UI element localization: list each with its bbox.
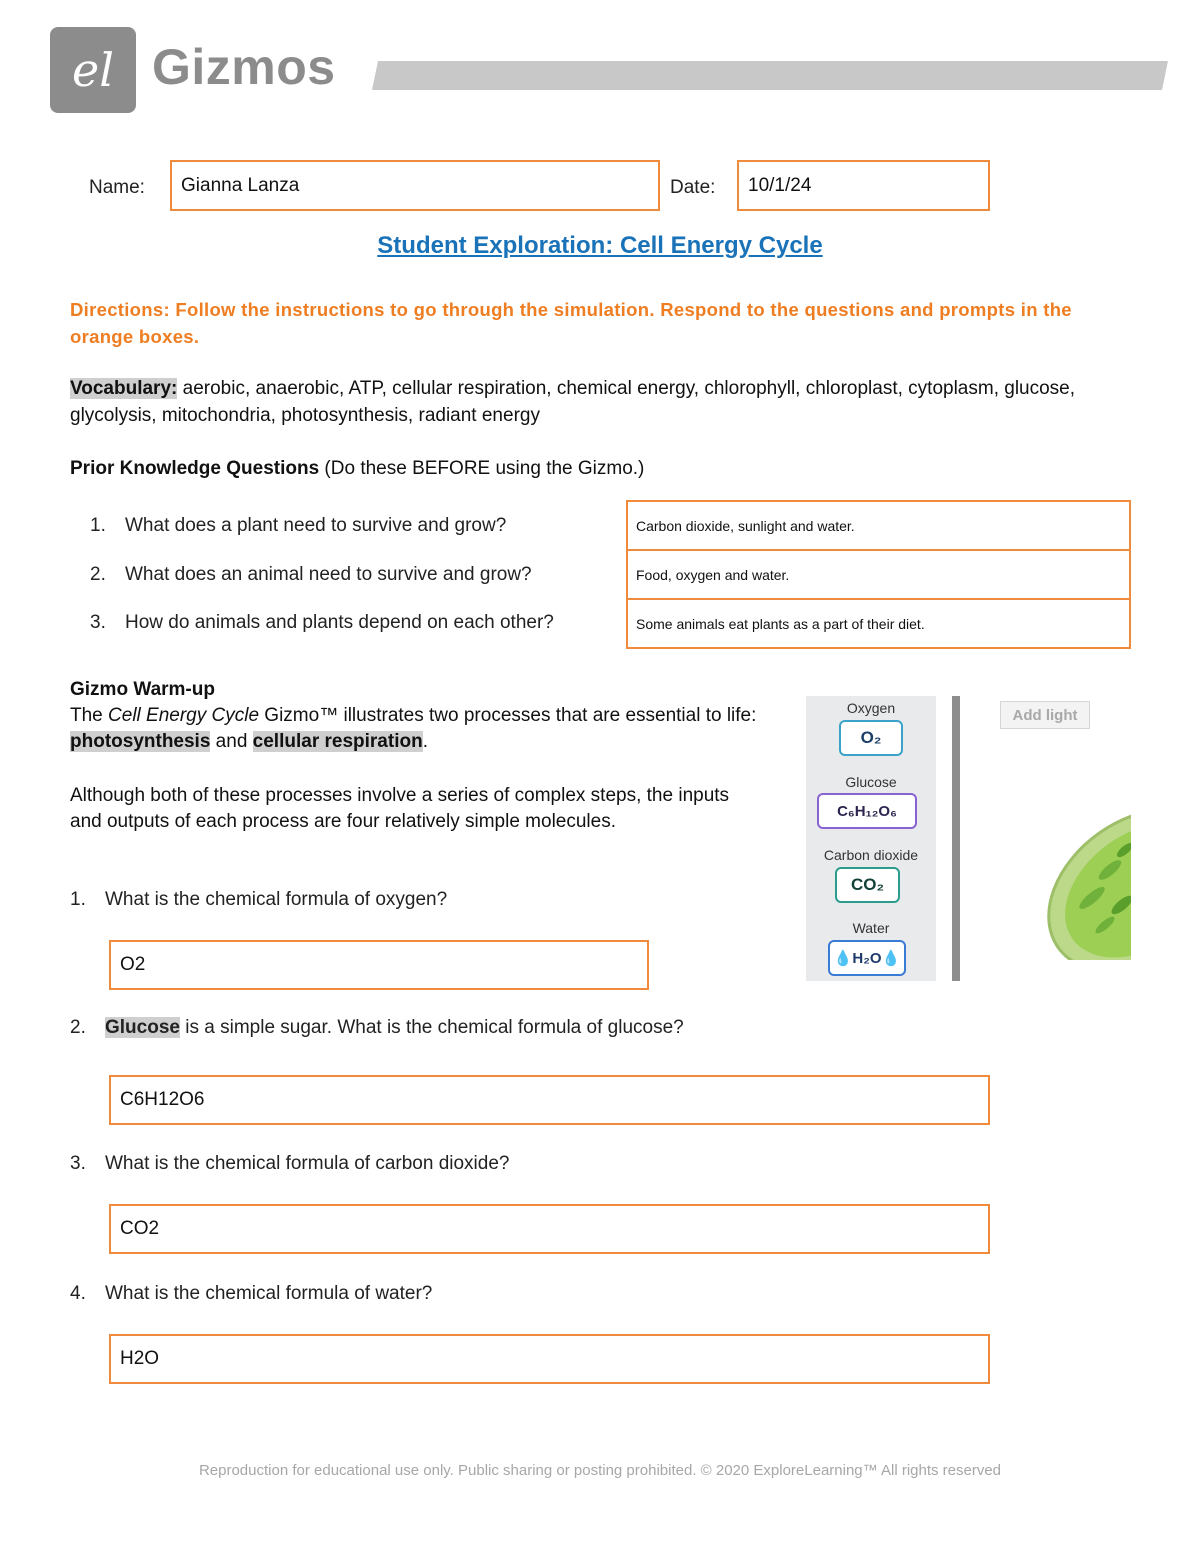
- oxygen-molecule[interactable]: O₂: [839, 720, 903, 756]
- chloroplast-image: [1030, 790, 1131, 960]
- pk-question-2: What does an animal need to survive and grow?: [125, 564, 532, 585]
- header-bar: [372, 61, 1168, 90]
- date-field[interactable]: 10/1/24: [737, 160, 990, 211]
- add-light-button[interactable]: Add light: [1000, 701, 1090, 729]
- pk-question-1: What does a plant need to survive and grow?: [125, 515, 507, 536]
- answer-glucose[interactable]: C6H12O6: [109, 1075, 990, 1125]
- warmup-q3: What is the chemical formula of carbon dioxide?: [105, 1153, 510, 1174]
- warmup-q1: What is the chemical formula of oxygen?: [105, 889, 448, 910]
- vocabulary-label: Vocabulary:: [70, 378, 178, 399]
- warmup-heading: Gizmo Warm-up: [70, 679, 215, 700]
- pk-answer-1[interactable]: Carbon dioxide, sunlight and water.: [626, 500, 1131, 551]
- pk-question-2-num: 2.: [90, 564, 106, 585]
- date-label: Date:: [670, 177, 716, 198]
- panel-divider: [952, 696, 960, 981]
- vocabulary: [70, 375, 1140, 429]
- warmup-q1-num: 1.: [70, 889, 86, 910]
- footer-notice: Reproduction for educational use only. Public sharing or posting prohibited. © 2020 ExploreLearning™ All rights reserved: [198, 1462, 1002, 1479]
- pk-question-3-num: 3.: [90, 612, 106, 633]
- pk-question-3: How do animals and plants depend on each other?: [125, 612, 554, 633]
- molecule-panel: [806, 696, 936, 981]
- glucose-molecule[interactable]: C₆H₁₂O₆: [817, 793, 917, 829]
- directions-text: Directions: Follow the instructions to go through the simulation. Respond to the questions and prompts in the orange boxes.: [70, 299, 1072, 347]
- carbon-dioxide-label: Carbon dioxide: [823, 847, 919, 863]
- gizmos-logo-icon: el: [50, 27, 136, 113]
- pk-answer-3[interactable]: Some animals eat plants as a part of their diet.: [626, 598, 1131, 649]
- pk-answer-2[interactable]: Food, oxygen and water.: [626, 549, 1131, 600]
- answer-water[interactable]: H2O: [109, 1334, 990, 1384]
- pk-question-1-num: 1.: [90, 515, 106, 536]
- warmup-paragraph-1: The Cell Energy Cycle Gizmo™ illustrates two processes that are essential to life: photosynthesis and cellular respiration.: [70, 705, 757, 752]
- glucose-label: Glucose: [845, 774, 897, 790]
- warmup-q2-num: 2.: [70, 1017, 86, 1038]
- oxygen-label: Oxygen: [846, 700, 896, 716]
- warmup-q4-num: 4.: [70, 1283, 86, 1304]
- water-molecule[interactable]: 💧H₂O💧: [828, 940, 906, 976]
- warmup-q3-num: 3.: [70, 1153, 86, 1174]
- page-title: Student Exploration: Cell Energy Cycle: [377, 232, 823, 259]
- answer-oxygen[interactable]: O2: [109, 940, 649, 990]
- carbon-dioxide-molecule[interactable]: CO₂: [835, 867, 900, 903]
- warmup-q4: What is the chemical formula of water?: [105, 1283, 433, 1304]
- warmup-q2: Glucose is a simple sugar. What is the chemical formula of glucose?: [105, 1017, 684, 1038]
- brand-name: Gizmos: [152, 39, 336, 95]
- name-label: Name:: [89, 177, 145, 198]
- warmup-paragraph-2: Although both of these processes involve a series of complex steps, the inputs and outputs of each process are four relatively simple molecules.: [70, 785, 730, 832]
- water-label: Water: [852, 920, 890, 936]
- name-field[interactable]: Gianna Lanza: [170, 160, 660, 211]
- vocabulary-list: aerobic, anaerobic, ATP, cellular respiration, chemical energy, chlorophyll, chloroplast, cytoplasm, glucose, glycolysis, mitochondria, photosynthesis, radiant energy: [70, 378, 1076, 426]
- prior-knowledge-heading: Prior Knowledge Questions (Do these BEFORE using the Gizmo.): [70, 458, 645, 479]
- answer-carbon-dioxide[interactable]: CO2: [109, 1204, 990, 1254]
